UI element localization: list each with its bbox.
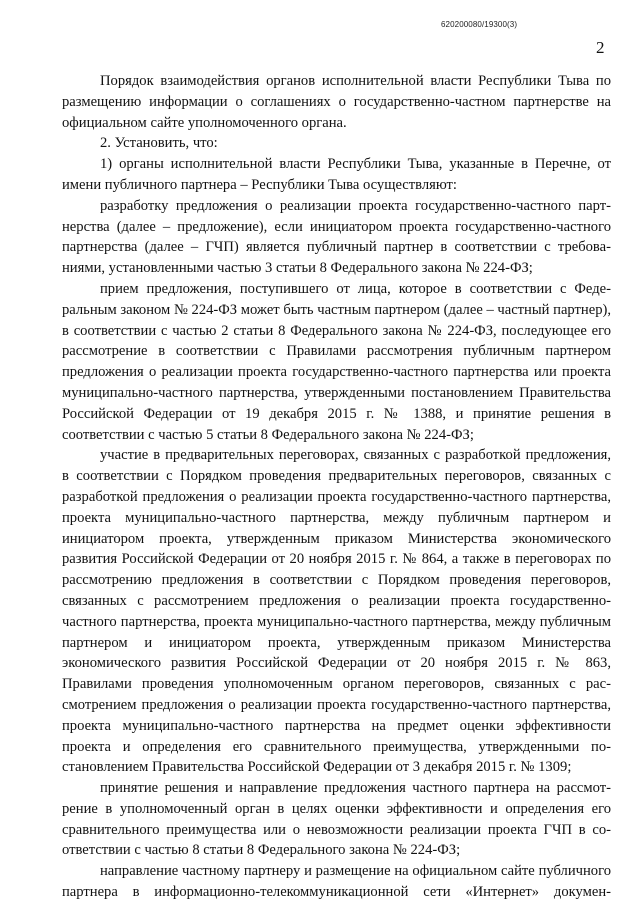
document-registration-code: 620200080/19300(3)	[441, 20, 518, 29]
paragraph-clause-2: 2. Установить, что:	[100, 135, 218, 152]
paragraph-subclause-1: 1) органы исполнительной власти Республики Тыва, указанные в Перечне, от имени публичного партнера – Республики Тыва осуществляют:	[62, 156, 611, 193]
paragraph-proposal-development: разработку предложения о реализации проекта государственно-частного партнерства (далее – предложение), если инициатором проекта государственно-частного партнерства (далее – ГЧП) является публичный партнер в соответствии с требованиями, установленными частью 3 статьи 8 Федерального закона № 224-ФЗ;	[62, 197, 611, 277]
document-body	[62, 71, 611, 903]
paragraph-proposal-acceptance: прием предложения, поступившего от лица, которое в соответствии с Федеральным законом № 224-ФЗ может быть частным партнером (далее – частный партнер), в соответствии с частью 2 статьи 8 Федерального закона № 224-ФЗ, последующее его рассмотрение в соответствии с Правилами рассмотрения публичным партнером предложения о реализации проекта государственно-частного партнерства или проекта муниципально-частного партнерства, утвержденными постановлением Правительства Российской Федерации от 19 декабря 2015 г. № 1388, и принятие решения в соответствии с частью 5 статьи 8 Федерального закона № 224-ФЗ;	[62, 280, 611, 443]
paragraph-procedure-title: Порядок взаимодействия органов исполнительной власти Республики Тыва по размещению информации о соглашениях о государственно-частном партнерстве на официальном сайте уполномоченного органа.	[62, 73, 611, 131]
paragraph-negotiations: участие в предварительных переговорах, связанных с разработкой предложения, в соответствии с Порядком проведения предварительных переговоров, связанных с разработкой предложения о реализации проекта государственно-частного партнерства, проекта муниципально-частного партнерства, между публичным партнером и инициатором проекта, утвержденным приказом Министерства экономического развития Российской Федерации от 20 ноября 2015 г. № 864, а также в переговорах по рассмотрению предложения в соответствии с Порядком проведения переговоров, связанных с рассмотрением предложения о реализации проекта государственно-частного партнерства, проекта муниципально-частного партнерства, между публичным партнером и инициатором проекта, утвержденным приказом Министерства экономического развития Российской Федерации от 20 ноября 2015 г. № 863, Правилами проведения уполномоченным органом переговоров, связанных с рассмотрением предложения о реализации проекта государственно-частного партнерства, проекта муниципально-частного партнерства на предмет оценки эффективности проекта и определения его сравнительного преимущества, утвержденными постановлением Правительства Российской Федерации от 3 декабря 2015 г. № 1309;	[62, 447, 611, 776]
paragraph-decision-making: принятие решения и направление предложения частного партнера на рассмотрение в уполномоченный орган в целях оценки эффективности и определения его сравнительного преимущества или о невозможности реализации проекта ГЧП в соответствии с частью 8 статьи 8 Федерального закона № 224-ФЗ;	[62, 780, 611, 859]
paragraph-publication: направление частному партнеру и размещение на официальном сайте публичного партнера в информационно-телекоммуникационной сети «Интернет» докумен-	[62, 863, 611, 901]
page-number: 2	[596, 38, 605, 57]
